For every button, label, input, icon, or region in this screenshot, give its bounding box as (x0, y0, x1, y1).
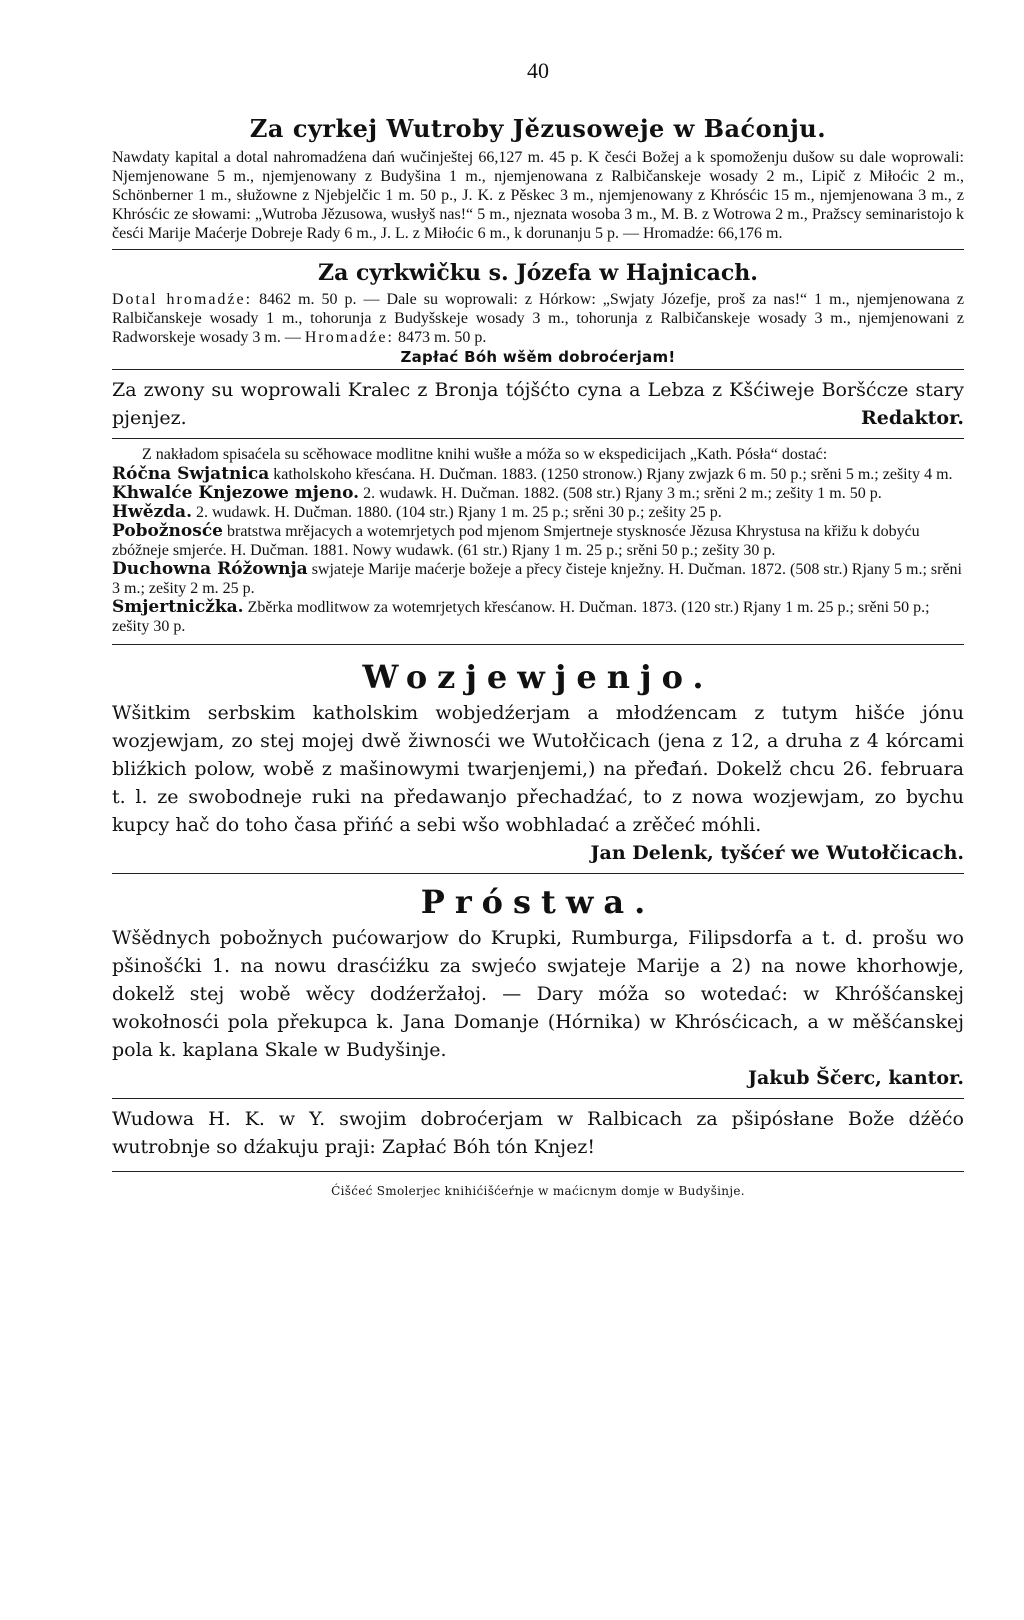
book-text: 2. wudawk. H. Dučman. 1882. (508 str.) Rjany 3 m.; srěni 2 m.; zešity 1 m. 50 p. (359, 485, 882, 502)
section1-title: Za cyrkej Wutroby Jězusoweje w Baćonju. (249, 114, 827, 143)
divider (112, 644, 964, 645)
book-title: Hwězda. (112, 502, 192, 522)
section2-lead: Dotal hromadźe: (112, 291, 253, 308)
bells-text: Za zwony su woprowali Kralec z Bronja tójšćto cyna a Lebza z Kšćiweje Boršćcze stary pjenjez. (112, 379, 964, 429)
book-item (112, 465, 964, 484)
books-intro: Z nakładom spisaćela su scěhowace modlitne knihi wušłe a móža so w ekspedicijach „Kath. Pósła“ dostać: (142, 446, 828, 463)
book-title: Khwalće Knjezowe mjeno. (112, 483, 360, 503)
section2-text: 8462 m. 50 p. — Dale su woprowali: z Hórkow: „Swjaty Józefje, proš za nas!“ 1 m., njemjenowana z Ralbičanskeje wosady 1 m., tohorunja z Budyšskeje wosady 3 m., tohorunja z Ralbičanskeje wosady 3 m., njemjenowani z Radworskeje wosady 3 m. — (112, 291, 964, 346)
books-section (112, 445, 964, 636)
divider (112, 438, 964, 439)
book-title: Smjertnicžka. (112, 597, 244, 617)
book-text: bratstwa mrějacych a wotemrjetych pod mjenom Smjertneje stysknosće Jězusa Khrystusa na křižu k dobyću zbóžneje smjerće. H. Dučman. 1881. Nowy wudawk. (61 str.) Rjany 1 m. 25 p.; srěni 50 p.; zešity 30 p. (112, 523, 920, 559)
rental-signature: Jan Delenk, tyšćeŕ we Wutołčicach. (590, 842, 964, 864)
page-number: 40 (527, 58, 549, 83)
book-item (112, 484, 964, 503)
section2-thanks: Zapłać Bóh wšěm dobroćerjam! (400, 348, 676, 366)
rental-body: Wšitkim serbskim katholskim wobjedźerjam a młodźencam z tutym hišće jónu wozjewjam, zo stej mojej dwě žiwnosći we Wutołčicach (jena z 12, a druha z 4 kórcami bliźkich polow, wobě z mašinowymi twarjenjemi,) na přeđań. Dokelž chcu 26. februara t. l. ze swobodneje ruki na předawanjo přechadźać, to z nowa wozjewjam, zo bychu kupcy hač do toho časa přińć a sebi wšo wobhladać a zrěčeć móhli. (112, 702, 964, 836)
book-title: Róčna Swjatnica (112, 464, 270, 484)
divider (112, 1098, 964, 1099)
divider (112, 249, 964, 250)
section1-body: Nawdaty kapital a dotal nahromadźena dań wučinještej 66,127 m. 45 p. K česći Božej a k spomoženju dušow su dale woprowali: Njemjenowane 5 m., njemjenowany z Budyšina 1 m., njemjenowana z Ralbičanskeje wosady 2 m., Lipič z Miłoćic 2 m., Schönberner 1 m., słužowne z Njebjelčic 1 m. 50 p., J. K. z Pěskec 3 m., njemjenowany z Khrósćic 15 m., njemjenowana 3 m., z Khrósćic ze słowami: „Wutroba Jězusowa, wusłyš nas!“ 5 m., njeznata wosoba 3 m., M. B. z Wotrowa 2 m., Pražscy seminaristojo k česći Marije Maćerje Dobreje Rady 6 m., J. L. z Miłoćic 6 m., k dorunanju 5 p. — Hromadźe: 66,176 m. (112, 149, 964, 242)
section2-title: Za cyrkwičku s. Józefa w Hajnicach. (318, 260, 758, 286)
book-title: Duchowna Róžownja (112, 559, 308, 579)
printer-footer: Ćišćeć Smolerjec knihićišćeŕnje w maćicnym domje w Budyšinje. (331, 1184, 745, 1198)
divider (112, 369, 964, 370)
book-text: 2. wudawk. H. Dučman. 1880. (104 str.) Rjany 1 m. 25 p.; srěni 30 p.; zešity 25 p. (192, 504, 722, 521)
book-title: Pobožnosće (112, 521, 223, 541)
rental-title: Wozjewjenjo. (362, 658, 714, 696)
book-item (112, 598, 964, 636)
request-title: Próstwa. (420, 883, 656, 921)
widow-notice: Wudowa H. K. w Y. swojim dobroćerjam w Ralbicach za pšipósłane Bože dźěćo wutrobnje so dźakuju praji: Zapłać Bóh tón Knjez! (112, 1108, 964, 1158)
divider (112, 873, 964, 874)
book-item (112, 503, 964, 522)
book-text: swjateje Marije maćerje božeje a přecy čisteje knježny. H. Dučman. 1872. (508 str.) Rjany 5 m.; srěni 3 m.; zešity 2 m. 25 p. (112, 561, 962, 597)
bells-signature: Redaktor. (861, 407, 964, 429)
book-item (112, 522, 964, 560)
request-signature: Jakub Ščerc, kantor. (748, 1067, 964, 1089)
page (112, 0, 964, 1198)
section2-body (112, 290, 964, 347)
divider (112, 1171, 964, 1172)
request-body: Wšědnych pobožnych pućowarjow do Krupki, Rumburga, Filipsdorfa a t. d. prošu wo pšinošćki 1. na nowu drasćiźku za swjećo swjateje Marije a 2) na nowe khorhowje, dokelž stej wobě wěcy dodźeržałoj. — Dary móža so wotedać: w Khróšćanskej wokołnosći pola překupca k. Jana Domanje (Hórnika) w Khrósćicach, a w měšćanskej pola k. kaplana Skale w Budyšinje. (112, 927, 964, 1061)
book-item (112, 560, 964, 598)
section2-total-label: Hromadźe: (304, 329, 394, 346)
book-text: Zběrka modlitwow za wotemrjetych křesćanow. H. Dučman. 1873. (120 str.) Rjany 1 m. 25 p.; srěni 50 p.; zešity 30 p. (112, 599, 930, 635)
book-text: katholskoho křesćana. H. Dučman. 1883. (1250 stronow.) Rjany zwjazk 6 m. 50 p.; srěni 5 m.; zešity 4 m. (269, 466, 953, 483)
section2-total-value: 8473 m. 50 p. (393, 329, 487, 346)
bells-notice (112, 376, 964, 432)
